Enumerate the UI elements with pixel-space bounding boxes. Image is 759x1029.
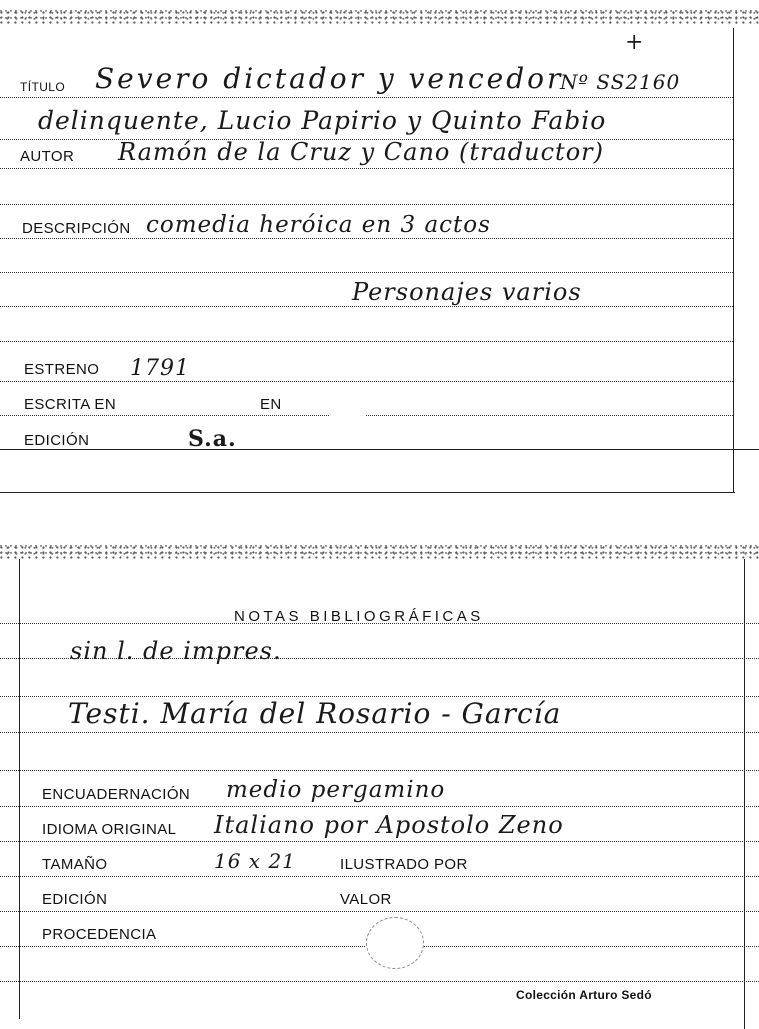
encuadernacion-label: ENCUADERNACIÓN — [42, 786, 191, 803]
rule-line — [0, 806, 759, 807]
rule-line — [0, 911, 759, 912]
rule-line — [0, 168, 733, 169]
rule-line — [0, 306, 733, 307]
rule-line — [0, 381, 733, 382]
collection-footer: Colección Arturo Sedó — [516, 988, 652, 1002]
estreno-label: ESTRENO — [24, 361, 100, 378]
rule-line — [0, 981, 759, 982]
titulo-value: Severo dictador y vencedor — [95, 62, 564, 95]
rule-line — [0, 841, 759, 842]
note-line-2: Testi. María del Rosario - García — [68, 697, 562, 730]
card-border-left — [19, 559, 20, 1019]
edicion-label: EDICIÓN — [24, 432, 90, 449]
titulo-label: TÍTULO — [20, 80, 66, 94]
edicion-value: S.a. — [188, 426, 237, 452]
rule-line — [0, 204, 733, 205]
catalog-card-back — [0, 545, 759, 1028]
card-border-right — [733, 28, 734, 493]
rule-line — [0, 732, 759, 733]
autor-value: Ramón de la Cruz y Cano (traductor) — [118, 138, 604, 166]
idioma-original-value: Italiano por Apostolo Zeno — [214, 811, 564, 839]
valor-label: VALOR — [340, 891, 392, 908]
torn-edge — [0, 10, 759, 24]
idioma-original-label: IDIOMA ORIGINAL — [42, 821, 177, 838]
descripcion-value: comedia heróica en 3 actos — [146, 212, 491, 238]
note-line-1: sin l. de impres. — [70, 637, 282, 665]
autor-label: AUTOR — [20, 148, 75, 165]
rule-line — [0, 449, 759, 450]
rule-line — [0, 341, 733, 342]
ilustrado-por-label: ILUSTRADO POR — [340, 856, 468, 873]
rule-line — [0, 876, 759, 877]
rule-line — [0, 415, 733, 416]
encuadernacion-value: medio pergamino — [226, 777, 446, 803]
titulo-value-line2: delinquente, Lucio Papirio y Quinto Fabio — [38, 106, 607, 135]
rule-line — [0, 97, 733, 98]
cross-mark: + — [625, 30, 645, 55]
edicion-label: EDICIÓN — [42, 891, 108, 908]
tamano-label: TAMAÑO — [42, 856, 108, 873]
escrita-en-label: ESCRITA EN — [24, 396, 117, 413]
torn-edge — [0, 545, 759, 559]
personajes-value: Personajes varios — [352, 278, 582, 306]
rule-line — [0, 272, 733, 273]
card-border-bottom — [0, 492, 735, 493]
rule-line — [0, 770, 759, 771]
notas-heading: NOTAS BIBLIOGRÁFICAS — [234, 608, 484, 625]
estreno-value: 1791 — [130, 356, 190, 381]
catalog-number: Nº SS2160 — [560, 70, 681, 94]
rule-line — [0, 238, 733, 239]
stamp-mark — [366, 917, 424, 969]
stain-blot — [326, 392, 370, 422]
procedencia-label: PROCEDENCIA — [42, 926, 157, 943]
card-border-right — [744, 559, 745, 1029]
tamano-value: 16 x 21 — [214, 849, 296, 873]
catalog-card-front — [0, 0, 759, 495]
en-label: EN — [260, 396, 282, 413]
descripcion-label: DESCRIPCIÓN — [22, 220, 131, 237]
